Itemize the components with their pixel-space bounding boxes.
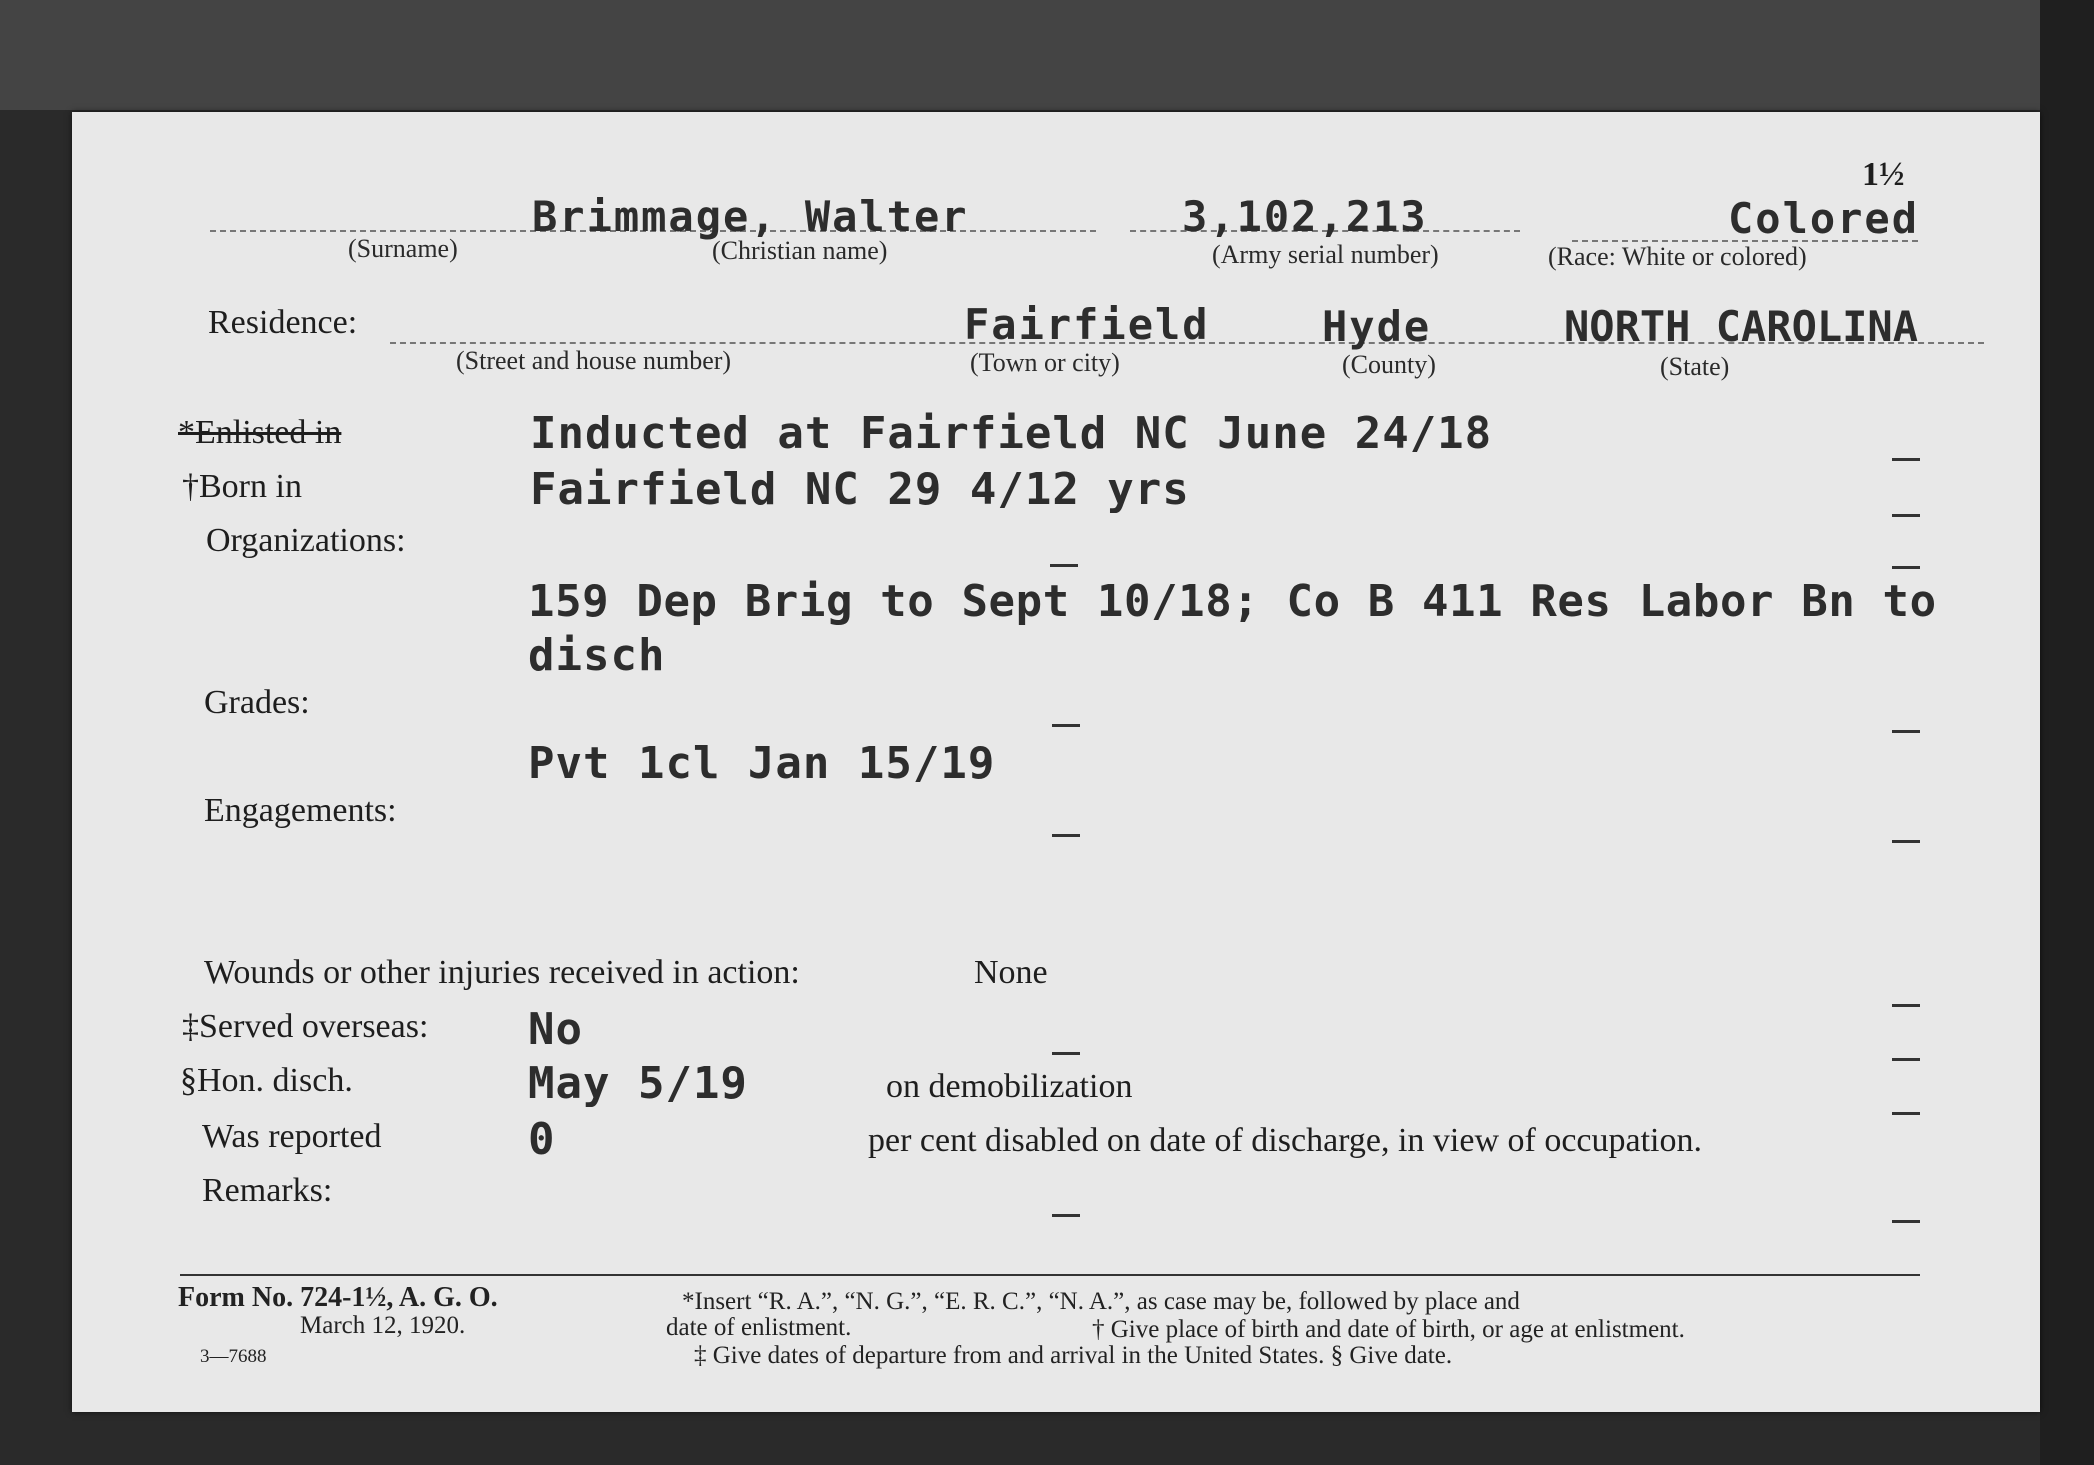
footnote-enlisted: *Insert “R. A.”, “N. G.”, “E. R. C.”, “N. A.”, as case may be, followed by place and (682, 1288, 1520, 1315)
end-dash (1892, 566, 1920, 569)
grades-value: Pvt 1cl Jan 15/19 (528, 738, 996, 789)
remarks-label: Remarks: (202, 1172, 333, 1209)
end-dash (1892, 1058, 1920, 1061)
was-reported-value: 0 (528, 1114, 556, 1165)
serial-caption: (Army serial number) (1212, 240, 1439, 269)
end-dash (1892, 840, 1920, 843)
mid-dash (1052, 1214, 1080, 1217)
form-date: March 12, 1920. (300, 1312, 466, 1339)
end-dash (1892, 1220, 1920, 1223)
mid-dash (1052, 834, 1080, 837)
wounds-value: None (974, 954, 1048, 991)
town-caption: (Town or city) (970, 348, 1120, 377)
residence-county-value: Hyde (1322, 302, 1432, 351)
organizations-label: Organizations: (206, 522, 406, 559)
residence-label: Residence: (208, 304, 358, 341)
corner-fraction: 1½ (1862, 156, 1905, 193)
scan-background-right (2040, 0, 2094, 1465)
form-number: Form No. 724-1½, A. G. O. (178, 1282, 498, 1313)
mid-dash (1050, 564, 1078, 567)
scan-background-top (0, 0, 2094, 110)
state-caption: (State) (1660, 352, 1730, 381)
grades-label: Grades: (204, 684, 310, 721)
christian-name-caption: (Christian name) (712, 236, 888, 265)
born-value: Fairfield NC 29 4/12 yrs (530, 464, 1190, 515)
wounds-label: Wounds or other injuries received in action: (204, 954, 800, 991)
footnote-enlistment-date: date of enlistment. (666, 1314, 852, 1341)
hon-disch-label: §Hon. disch. (180, 1062, 353, 1099)
end-dash (1892, 458, 1920, 461)
born-label: †Born in (182, 468, 302, 505)
footer-rule (180, 1274, 1920, 1276)
enlisted-value: Inducted at Fairfield NC June 24/18 (530, 408, 1493, 459)
residence-state-value: NORTH CAROLINA (1564, 302, 1919, 351)
organizations-line-1: 159 Dep Brig to Sept 10/18; Co B 411 Res Labor Bn to (528, 576, 1937, 627)
hon-disch-note: on demobilization (886, 1068, 1133, 1105)
engagements-label: Engagements: (204, 792, 397, 829)
end-dash (1892, 514, 1920, 517)
organizations-line-2: disch (528, 630, 666, 681)
surname-caption: (Surname) (348, 234, 458, 263)
end-dash (1892, 1004, 1920, 1007)
end-dash (1892, 730, 1920, 733)
served-overseas-value: No (528, 1004, 583, 1055)
print-code: 3—7688 (200, 1346, 267, 1367)
footnote-birth: † Give place of birth and date of birth, or age at enlistment. (1092, 1316, 1685, 1343)
enlisted-label: *Enlisted in (178, 414, 342, 451)
hon-disch-value: May 5/19 (528, 1058, 748, 1109)
county-caption: (County) (1342, 350, 1436, 379)
serial-number-value: 3,102,213 (1182, 192, 1428, 241)
race-caption: (Race: White or colored) (1548, 242, 1807, 271)
served-overseas-label: ‡Served overseas: (182, 1008, 429, 1045)
was-reported-note: per cent disabled on date of discharge, in view of occupation. (868, 1122, 1702, 1159)
was-reported-label: Was reported (202, 1118, 382, 1155)
end-dash (1892, 1112, 1920, 1115)
service-record-card (72, 112, 2040, 1412)
race-value: Colored (1728, 194, 1920, 243)
surname-name-value: Brimmage, Walter (532, 192, 969, 241)
street-caption: (Street and house number) (456, 346, 732, 375)
footnote-overseas-dates: ‡ Give dates of departure from and arrival in the United States. § Give date. (694, 1342, 1453, 1369)
mid-dash (1052, 724, 1080, 727)
mid-dash (1052, 1052, 1080, 1055)
residence-town-value: Fairfield (964, 300, 1210, 349)
